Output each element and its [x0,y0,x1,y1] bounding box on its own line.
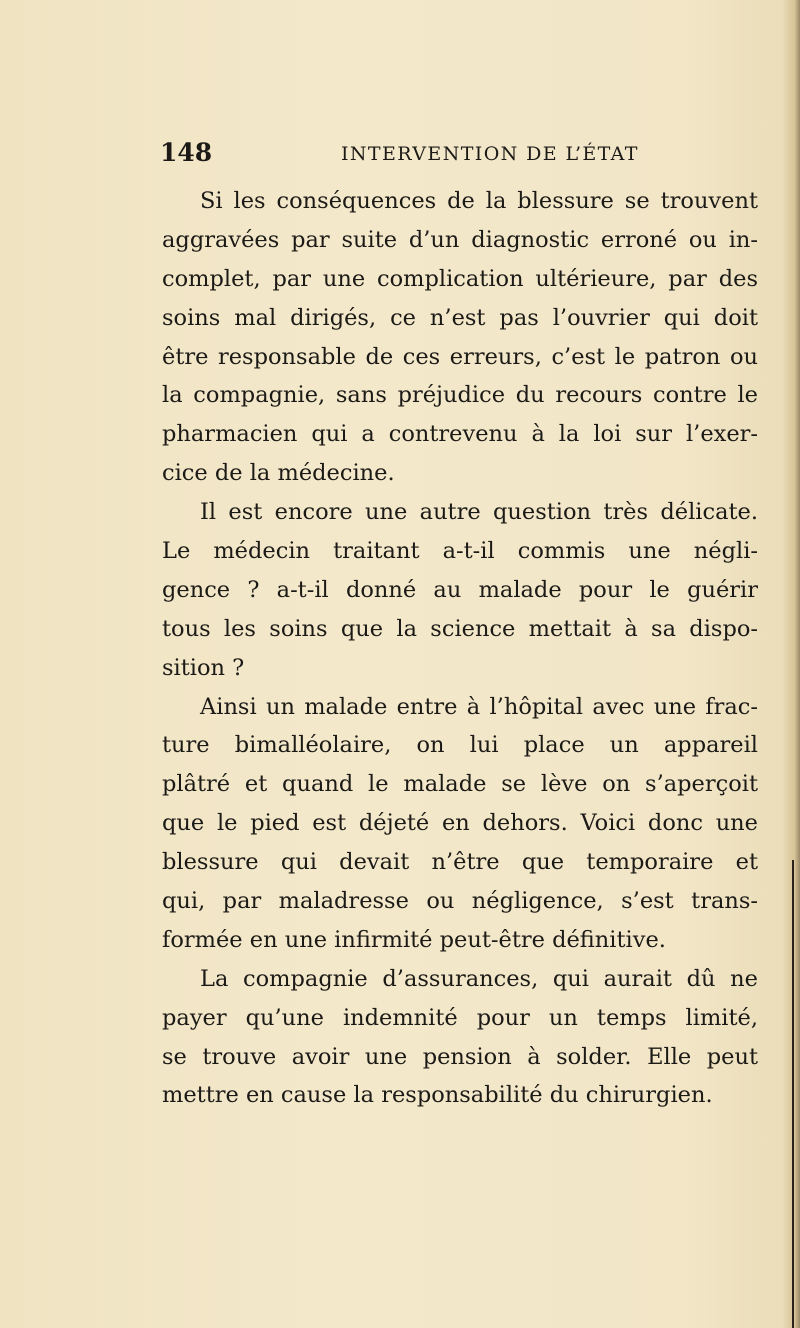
text-line: pharmacien qui a contrevenu à la loi sur l’exer- [162,421,758,448]
page-edge-shadow [782,0,800,1328]
text-line: mettre en cause la responsabilité du chirurgien. [162,1082,713,1109]
text-line: la compagnie, sans préjudice du recours contre le [162,382,758,409]
text-line: Si les conséquences de la blessure se trouvent [200,188,758,214]
text-line: Il est encore une autre question très délicate. [200,499,758,526]
text-line: La compagnie d’assurances, qui aurait dû ne [200,965,758,992]
text-line: se trouve avoir une pension à solder. Elle peut [162,1043,758,1070]
page-edge-line [792,860,794,1328]
text-line: payer qu’une indemnité pour un temps limité, [162,1004,758,1031]
text-line: que le pied est déjeté en dehors. Voici donc une [162,810,758,837]
text-line: formée en une infirmité peut-être définitive. [162,926,666,953]
text-line: Le médecin traitant a-t-il commis une négli- [162,538,758,565]
page-number: 148 [160,138,213,167]
text-line: aggravées par suite d’un diagnostic erroné ou in- [162,226,758,253]
text-line: Ainsi un malade entre à l’hôpital avec une frac- [200,693,758,720]
running-title: INTERVENTION DE L’ÉTAT [341,143,639,165]
text-line: complet, par une complication ultérieure, par des [162,265,758,292]
text-line: être responsable de ces erreurs, c’est le patron ou [162,343,758,370]
text-line: cice de la médecine. [162,460,395,487]
body-text [162,182,758,1115]
text-line: blessure qui devait n’être que temporaire et [162,849,758,876]
text-line: qui, par maladresse ou négligence, s’est trans- [162,888,758,915]
text-line: plâtré et quand le malade se lève on s’aperçoit [162,771,758,798]
text-line: sition ? [162,654,245,681]
text-line: soins mal dirigés, ce n’est pas l’ouvrier qui doit [162,304,758,331]
running-header [160,138,720,178]
text-line: tous les soins que la science mettait à sa dispo- [162,615,758,642]
text-line: ture bimalléolaire, on lui place un appareil [162,732,758,759]
text-line: gence ? a-t-il donné au malade pour le guérir [162,576,758,603]
